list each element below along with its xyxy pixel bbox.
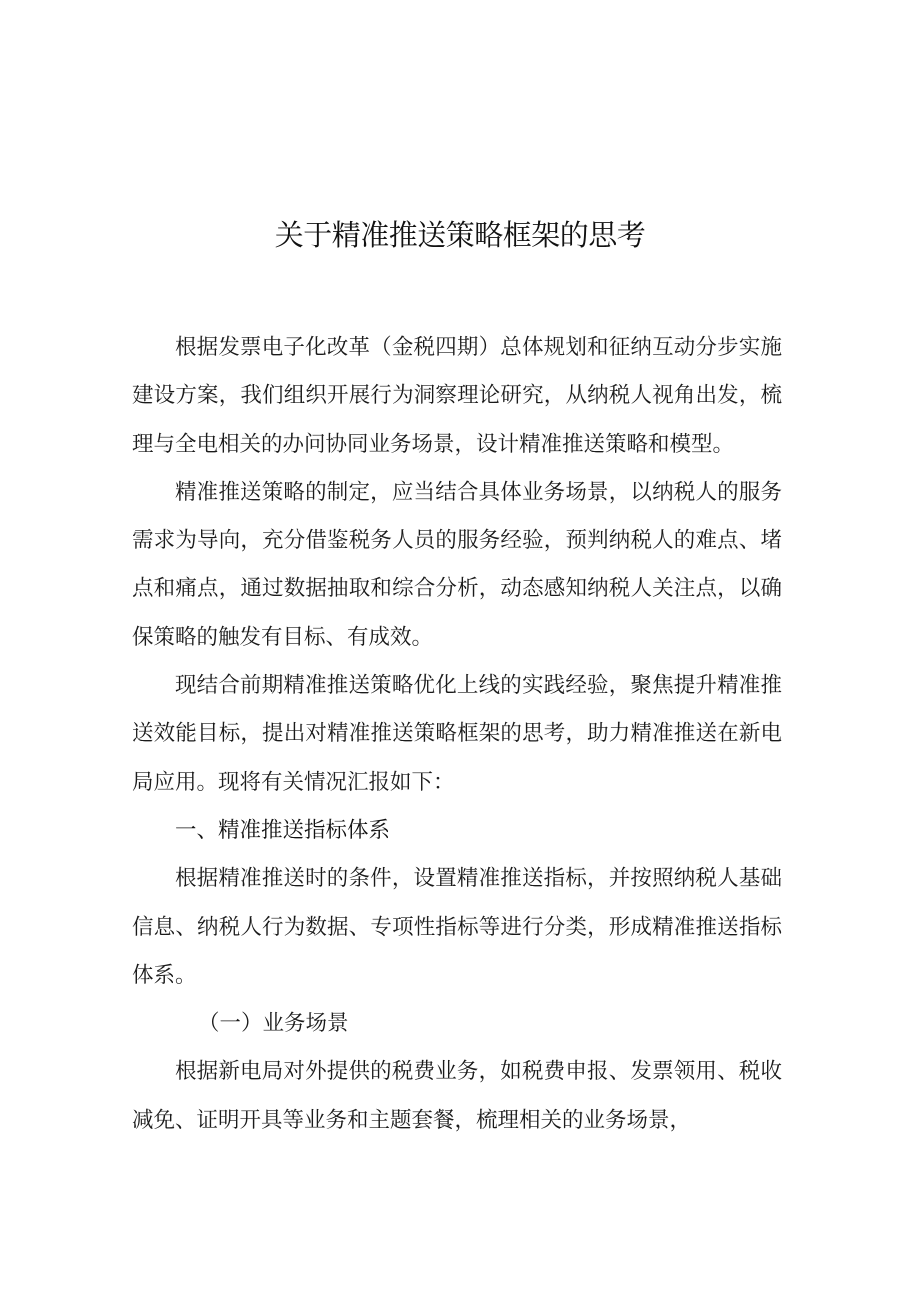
- intro-paragraph-3: 现结合前期精准推送策略优化上线的实践经验，聚焦提升精准推送效能目标，提出对精准推送策略框架的思考，助力精准推送在新电局应用。现将有关情况汇报如下：: [132, 673, 782, 795]
- intro-paragraph-2: 精准推送策略的制定，应当结合具体业务场景，以纳税人的服务需求为导向，充分借鉴税务人员的服务经验，预判纳税人的难点、堵点和痛点，通过数据抽取和综合分析，动态感知纳税人关注点，以确保策略的触发有目标、有成效。: [132, 479, 782, 650]
- section-paragraph: 根据精准推送时的条件，设置精准推送指标，并按照纳税人基础信息、纳税人行为数据、专项性指标等进行分类，形成精准推送指标体系。: [132, 866, 782, 988]
- section-heading: 一、精准推送指标体系: [175, 817, 391, 843]
- subsection-paragraph: 根据新电局对外提供的税费业务，如税费申报、发票领用、税收减免、证明开具等业务和主题套餐，梳理相关的业务场景，: [132, 1059, 782, 1133]
- document-body: [132, 324, 782, 1145]
- subsection-heading: （一）业务场景: [198, 1011, 349, 1037]
- document-title: 关于精准推送策略框架的思考: [274, 218, 646, 252]
- intro-paragraph-1: 根据发票电子化改革（金税四期）总体规划和征纳互动分步实施建设方案，我们组织开展行为洞察理论研究，从纳税人视角出发，梳理与全电相关的办问协同业务场景，设计精准推送策略和模型。: [132, 335, 782, 457]
